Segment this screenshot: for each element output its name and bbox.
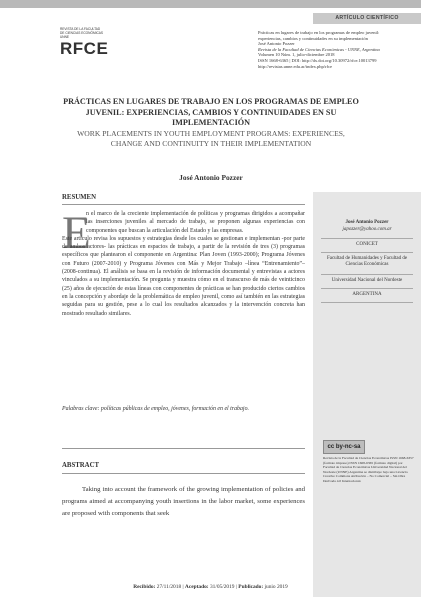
license-text: Revista de la Facultad de Ciencias Económicas ISSN 1668-6357 (formato impreso) ISSN 1668-6365 (formato digital) por Facultad de Ciencias Económicas Universidad Nacional del Nordeste (UNNE) Argentina se distribuye bajo una Licencia Creative Commons Atribución – No Comercial – Sin Obra Derivada 4.0 Internacional. [323,456,414,483]
sidebar-divider [321,288,413,289]
logo-line-1: REVISTA DE LA FACULTAD [60,27,101,31]
resumen-rule [62,204,305,205]
received-label: Recibido: [133,584,156,590]
accepted-date: 31/05/2019 [209,584,235,590]
meta-line-7[interactable]: http://revistas.unne.edu.ar/index.php/rfce [258,63,332,69]
sidebar-author-email[interactable]: japozzer@yahoo.com.ar [342,227,392,232]
sidebar-institution-1: CONICET [356,242,378,247]
author-name: José Antonio Pozzer [179,173,243,182]
journal-logo [60,28,146,57]
abstract-heading: ABSTRACT [62,462,100,469]
sidebar-author-name: José Antonio Pozzer [345,220,389,225]
meta-line-4: Revista de la Facultad de Ciencias Económicas - UNNE, Argentina [258,46,380,52]
meta-line-3: José Antonio Pozzer [258,41,295,47]
accepted-label: Aceptado: [184,584,209,590]
author-sidebar [313,192,421,597]
abstract-text: Taking into account the framework of the growing implementation of policies and programs aimed at accompanying youth insertions in the labor market, some experiences are proposed with components that seek [62,486,305,517]
meta-line-1: Prácticas en lugares de trabajo en los programas de empleo juvenil: [258,30,380,35]
abstract-rule-top [62,448,305,449]
license-box [313,440,421,530]
resumen-heading: RESUMEN [62,194,96,201]
cc-license-badge[interactable]: cc by-nc-sa [323,440,365,454]
meta-line-6[interactable]: ISSN 1668-6365 | DOI: http://dx.doi.org/10.30972/rfce.10013799 [258,57,377,63]
resumen-text [62,207,305,318]
sidebar-institution-2: Facultad de Humanidades y Facultad de Ciencias Económicas [326,256,408,268]
title-spanish: PRÁCTICAS EN LUGARES DE TRABAJO EN LOS PROGRAMAS DE EMPLEO JUVENIL: EXPERIENCIAS, CAMBIOS Y CONTINUIDADES EN SU IMPLEMENTACIÓN [63,97,359,128]
article-metadata [258,30,408,69]
received-date: 27/11/2018 [156,584,182,590]
publication-dates: Recibido: 27/11/2018 | Aceptado: 31/05/2019 | Publicado: junio 2019 [133,584,288,590]
sidebar-divider [321,238,413,239]
sidebar-divider [321,274,413,275]
logo-line-3: UNNE [60,34,70,39]
abstract-rule [62,473,305,474]
drop-cap: E [62,207,91,259]
meta-line-5: Volumen 10 Núm. 1, julio-diciembre 2018 [258,52,335,58]
logo-line-2: DE CIENCIAS ECONÓMICAS [60,30,104,35]
sidebar-divider [321,302,413,303]
sidebar-divider [321,252,413,253]
published-label: Publicado: [238,584,264,590]
sidebar-institution-3: Universidad Nacional del Nordeste [331,278,403,283]
title-english: WORK PLACEMENTS IN YOUTH EMPLOYMENT PROGRAMS: EXPERIENCES, CHANGE AND CONTINUITY IN THEIR IMPLEMENTATION [77,129,345,148]
section-label: ARTÍCULO CIENTÍFICO [313,13,421,24]
header-rule [0,0,421,8]
logo-acronym: RFCE [60,39,109,59]
sidebar-country: ARGENTINA [352,292,382,297]
resumen-body: Este artículo revisa los supuestos y estrategias desde los cuales se gestionan e implementan -por parte de ambos actores- las prácticas en espacios de trabajo, a partir de la revisión de tres (3) programas específicos que plantearon el componente en Argentina: Plan Joven (1993-2000); Programa Jóvenes con Futuro (2007-2010) y Programa Jóvenes con Más y Mejor Trabajo –línea “Entrenamiento”– (2008-continua). El análisis se basa en la revisión de información documental y entrevistas a actores vinculados a su implementación. Se pregunta y muestra cómo en el transcurso de más de veinticinco (25) años de ejecución de estas líneas con componentes de prácticas se han producido ciertos cambios en la concepción y abordaje de la problemática de empleo juvenil, como así también en las estrategias seguidas para su gestión, pese a lo cual los resultados alcanzados y la intervención concreta han mostrado resultado similares. [62,235,305,317]
meta-line-2: experiencias, cambios y continuidades en su implementación [258,35,368,41]
resumen-first-lines: n el marco de la creciente implementación de políticas y programas dirigidos a acompañar las inserciones juveniles al mercado de trabajo, se proponen algunas experiencias con componentes que buscan la articulación del Estado y las empresas. [86,211,305,234]
published-date: junio 2019 [264,584,288,590]
keywords: Palabras clave: políticas públicas de empleo, jóvenes, formación en el trabajo. [62,406,249,412]
